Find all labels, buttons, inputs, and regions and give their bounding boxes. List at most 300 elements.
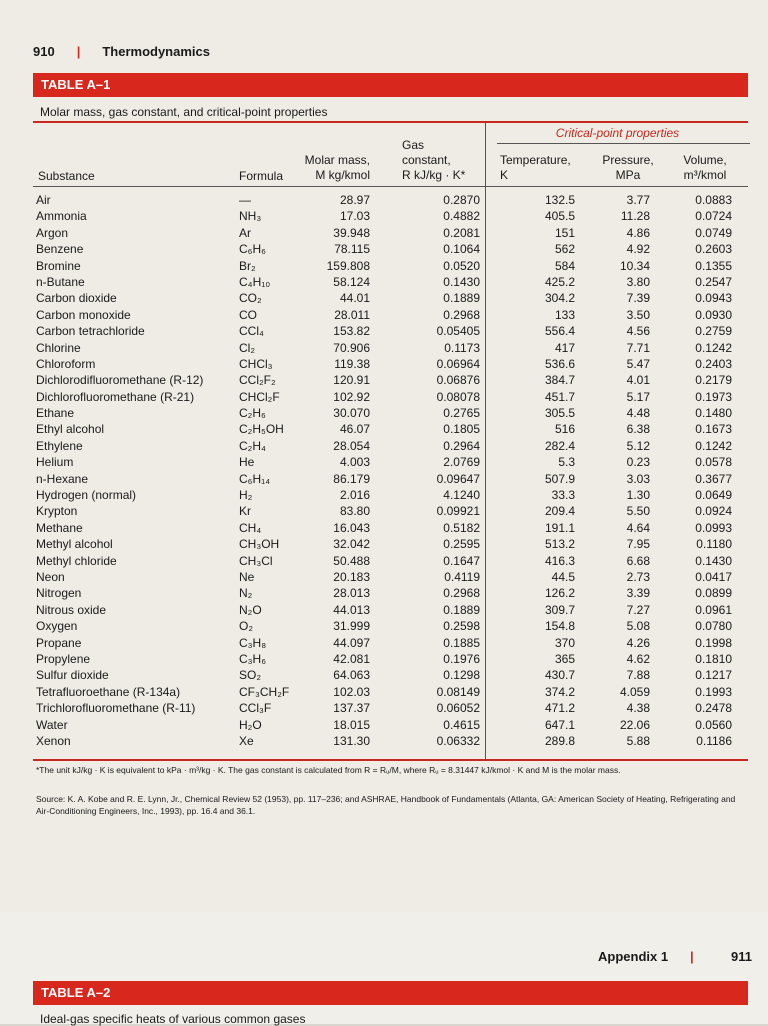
cell-gas-constant: 0.4615 — [443, 717, 480, 732]
cell-temperature: 384.7 — [544, 373, 575, 388]
cell-substance: Chlorine — [36, 340, 81, 355]
cell-volume: 0.1998 — [695, 635, 732, 650]
appendix-title: Appendix 1 — [598, 949, 669, 964]
table-row — [36, 192, 746, 208]
cell-pressure: 5.50 — [626, 504, 650, 519]
cell-formula: C₆H₆ — [239, 242, 267, 257]
cell-substance: Chloroform — [36, 356, 96, 371]
cell-temperature: 132.5 — [544, 193, 575, 207]
cell-molar-mass: 58.124 — [333, 274, 370, 289]
page-911 — [0, 912, 768, 1024]
cell-gas-constant: 0.06052 — [436, 701, 480, 716]
cell-volume: 0.1242 — [695, 438, 732, 453]
cell-molar-mass: 159.808 — [326, 258, 370, 273]
cell-substance: Ethylene — [36, 438, 83, 453]
cell-molar-mass: 70.906 — [333, 340, 370, 355]
cell-temperature: 374.2 — [544, 684, 575, 699]
cell-pressure: 3.50 — [626, 307, 650, 322]
cell-substance: Tetrafluoroethane (R-134a) — [36, 684, 181, 699]
cell-gas-constant: 0.2964 — [443, 438, 480, 453]
cell-molar-mass: 102.92 — [333, 389, 370, 404]
table-row — [36, 700, 746, 716]
cell-substance: Methyl alcohol — [36, 537, 113, 552]
cell-molar-mass: 30.070 — [333, 406, 370, 421]
cell-formula: C₄H₁₀ — [239, 274, 271, 289]
cell-gas-constant: 0.2598 — [443, 619, 480, 634]
cell-substance: Propylene — [36, 651, 91, 666]
cell-gas-constant: 0.1885 — [443, 635, 480, 650]
group-header-rule — [497, 143, 750, 144]
cell-substance: Bromine — [36, 258, 81, 273]
table-row — [36, 585, 746, 601]
cell-gas-constant: 0.06964 — [436, 356, 480, 371]
cell-molar-mass: 131.30 — [333, 733, 370, 748]
cell-formula: CO₂ — [239, 291, 262, 306]
cell-gas-constant: 0.08078 — [436, 389, 480, 404]
critical-point-group-header: Critical-point properties — [555, 126, 680, 140]
cell-pressure: 6.38 — [626, 422, 650, 437]
cell-substance: Methane — [36, 520, 83, 535]
cell-volume: 0.0943 — [695, 291, 732, 306]
cell-volume: 0.0930 — [695, 307, 732, 322]
cell-temperature: 584 — [554, 258, 575, 273]
cell-molar-mass: 83.80 — [339, 504, 370, 519]
cell-gas-constant: 0.08149 — [436, 684, 480, 699]
table-row — [36, 602, 746, 618]
cell-temperature: 304.2 — [544, 291, 575, 306]
cell-formula: Kr — [239, 504, 251, 519]
cell-gas-constant: 0.09647 — [436, 471, 480, 486]
cell-gas-constant: 0.1064 — [443, 242, 480, 257]
table-footnote: *The unit kJ/kg · K is equivalent to kPa · m³/kg · K. The gas constant is calculated from R = Rᵤ/M, where Rᵤ = 8.31447 kJ/kmol · K and M is the molar mass. — [36, 765, 621, 775]
cell-pressure: 7.39 — [626, 291, 650, 306]
cell-temperature: 133 — [554, 307, 575, 322]
cell-substance: Argon — [36, 225, 69, 240]
table-row — [36, 536, 746, 552]
cell-formula: CCl₂F₂ — [239, 373, 276, 388]
cell-substance: Sulfur dioxide — [36, 668, 109, 683]
cell-formula: He — [239, 455, 255, 470]
cell-molar-mass: 28.013 — [333, 586, 370, 601]
table-row — [36, 258, 746, 274]
cell-temperature: 44.5 — [551, 569, 575, 584]
cell-formula: CHCl₃ — [239, 356, 273, 371]
table-row — [36, 471, 746, 487]
cell-molar-mass: 42.081 — [333, 651, 370, 666]
cell-pressure: 4.38 — [626, 701, 650, 716]
cell-molar-mass: 64.063 — [333, 668, 370, 683]
cell-molar-mass: 28.054 — [333, 438, 370, 453]
cell-pressure: 7.71 — [626, 340, 650, 355]
table-row — [36, 487, 746, 503]
cell-pressure: 5.88 — [626, 733, 650, 748]
cell-gas-constant: 0.1430 — [443, 274, 480, 289]
cell-gas-constant: 0.1647 — [443, 553, 480, 568]
cell-gas-constant: 0.05405 — [436, 324, 480, 339]
cell-volume: 0.0899 — [695, 586, 732, 601]
table-a1-body — [36, 192, 746, 749]
cell-volume: 0.0961 — [695, 602, 732, 617]
table-row — [36, 241, 746, 257]
cell-volume: 0.1217 — [695, 668, 732, 683]
table-row — [36, 635, 746, 651]
cell-temperature: 405.5 — [544, 209, 575, 224]
cell-temperature: 516 — [554, 422, 575, 437]
cell-pressure: 4.059 — [619, 684, 650, 699]
cell-volume: 0.1242 — [695, 340, 732, 355]
cell-gas-constant: 0.2081 — [443, 225, 480, 240]
cell-substance: Ethyl alcohol — [36, 422, 105, 437]
cell-molar-mass: 119.38 — [334, 356, 370, 371]
table-row — [36, 733, 746, 749]
table-row — [36, 553, 746, 569]
cell-molar-mass: 31.999 — [333, 619, 370, 634]
cell-temperature: 425.2 — [544, 274, 575, 289]
cell-formula: CCl₃F — [239, 701, 272, 716]
cell-pressure: 3.77 — [626, 193, 650, 207]
cell-substance: Oxygen — [36, 619, 78, 634]
table-row — [36, 618, 746, 634]
table-row — [36, 421, 746, 437]
cell-gas-constant: 0.4119 — [444, 569, 480, 584]
cell-pressure: 4.92 — [626, 242, 650, 257]
cell-volume: 0.2759 — [695, 324, 732, 339]
cell-temperature: 513.2 — [544, 537, 575, 552]
cell-gas-constant: 0.2968 — [443, 307, 480, 322]
cell-gas-constant: 0.2968 — [443, 586, 480, 601]
cell-formula: Br₂ — [239, 258, 256, 273]
cell-volume: 0.0724 — [695, 209, 732, 224]
table-row — [36, 684, 746, 700]
cell-gas-constant: 0.06332 — [436, 733, 480, 748]
cell-pressure: 5.12 — [626, 438, 650, 453]
cell-volume: 0.2403 — [695, 356, 732, 371]
cell-pressure: 3.39 — [626, 586, 650, 601]
cell-volume: 0.1993 — [695, 684, 732, 699]
cell-molar-mass: 137.37 — [333, 701, 370, 716]
cell-temperature: 191.1 — [544, 520, 575, 535]
cell-substance: Air — [36, 193, 51, 207]
table-a1-caption: Molar mass, gas constant, and critical-point properties — [40, 105, 328, 119]
cell-temperature: 33.3 — [551, 488, 575, 503]
cell-pressure: 22.06 — [619, 717, 650, 732]
cell-substance: Dichlorofluoromethane (R-21) — [36, 389, 195, 404]
cell-substance: Hydrogen (normal) — [36, 488, 137, 503]
cell-volume: 0.1186 — [696, 733, 732, 748]
cell-molar-mass: 153.82 — [333, 324, 370, 339]
cell-temperature: 209.4 — [544, 504, 575, 519]
appendix-separator: | — [690, 949, 694, 964]
cell-temperature: 647.1 — [544, 717, 575, 732]
cell-volume: 0.3677 — [695, 471, 732, 486]
cell-molar-mass: 28.011 — [334, 307, 370, 322]
cell-formula: CF₃CH₂F — [239, 684, 290, 699]
cell-pressure: 4.64 — [626, 520, 650, 535]
cell-formula: C₃H₈ — [239, 635, 267, 650]
cell-molar-mass: 2.016 — [339, 488, 370, 503]
cell-formula: H₂O — [239, 717, 262, 732]
cell-gas-constant: 0.1298 — [443, 668, 480, 683]
cell-substance: Xenon — [36, 733, 71, 748]
cell-temperature: 471.2 — [544, 701, 575, 716]
cell-formula: H₂ — [239, 488, 253, 503]
cell-temperature: 126.2 — [544, 586, 575, 601]
cell-molar-mass: 120.91 — [333, 373, 370, 388]
cell-formula: O₂ — [239, 619, 253, 634]
cell-formula: SO₂ — [239, 668, 261, 683]
cell-temperature: 430.7 — [544, 668, 575, 683]
cell-pressure: 11.28 — [620, 209, 650, 224]
cell-formula: Xe — [239, 733, 254, 748]
cell-substance: Trichlorofluoromethane (R-11) — [36, 701, 196, 716]
cell-molar-mass: 4.003 — [339, 455, 370, 470]
cell-substance: Neon — [36, 569, 65, 584]
cell-formula: CHCl₂F — [239, 389, 280, 404]
cell-substance: Helium — [36, 455, 74, 470]
cell-volume: 0.1480 — [695, 406, 732, 421]
cell-volume: 0.2478 — [695, 701, 732, 716]
cell-volume: 0.0749 — [695, 225, 732, 240]
cell-gas-constant: 0.09921 — [436, 504, 480, 519]
cell-molar-mass: 44.013 — [333, 602, 370, 617]
header-substance: Substance — [38, 169, 95, 183]
cell-substance: Ammonia — [36, 209, 87, 224]
table-row — [36, 340, 746, 356]
cell-gas-constant: 0.1805 — [443, 422, 480, 437]
table-a2-caption: Ideal-gas specific heats of various common gases — [40, 1012, 306, 1026]
cell-substance: Carbon tetrachloride — [36, 324, 145, 339]
cell-volume: 0.2179 — [695, 373, 732, 388]
table-row — [36, 225, 746, 241]
cell-volume: 0.0560 — [695, 717, 732, 732]
table-row — [36, 438, 746, 454]
cell-pressure: 4.01 — [626, 373, 650, 388]
cell-pressure: 1.30 — [626, 488, 650, 503]
cell-volume: 0.1430 — [695, 553, 732, 568]
cell-gas-constant: 0.1976 — [443, 651, 480, 666]
cell-molar-mass: 44.097 — [333, 635, 370, 650]
table-row — [36, 667, 746, 683]
cell-formula: CH₄ — [239, 520, 262, 535]
cell-pressure: 4.86 — [626, 225, 650, 240]
cell-volume: 0.1673 — [695, 422, 732, 437]
cell-molar-mass: 20.183 — [333, 569, 370, 584]
appendix-page-number: 911 — [731, 949, 752, 964]
cell-formula: C₂H₆ — [239, 406, 266, 421]
cell-molar-mass: 102.03 — [333, 684, 370, 699]
table-row — [36, 717, 746, 733]
cell-formula: N₂O — [239, 602, 262, 617]
cell-gas-constant: 0.4882 — [443, 209, 480, 224]
table-bottom-rule — [33, 759, 748, 761]
cell-molar-mass: 16.043 — [333, 520, 370, 535]
cell-temperature: 305.5 — [544, 406, 575, 421]
cell-substance: Carbon dioxide — [36, 291, 117, 306]
cell-temperature: 556.4 — [544, 324, 575, 339]
running-header — [33, 44, 210, 59]
cell-pressure: 0.23 — [626, 455, 650, 470]
cell-temperature: 154.8 — [544, 619, 575, 634]
table-a1-label: TABLE A–1 — [41, 77, 111, 92]
cell-volume: 0.0924 — [695, 504, 732, 519]
cell-volume: 0.0993 — [695, 520, 732, 535]
cell-pressure: 4.56 — [626, 324, 650, 339]
cell-temperature: 151 — [554, 225, 575, 240]
cell-gas-constant: 0.1889 — [443, 291, 480, 306]
cell-pressure: 4.62 — [626, 651, 650, 666]
cell-molar-mass: 32.042 — [333, 537, 370, 552]
header-volume: Volume, m³/kmol — [683, 153, 727, 182]
header-formula: Formula — [239, 169, 284, 183]
header-gas-constant: Gas constant, R kJ/kg · K* — [402, 138, 466, 182]
cell-pressure: 7.95 — [626, 537, 650, 552]
cell-formula: C₃H₆ — [239, 651, 267, 666]
cell-temperature: 417 — [554, 340, 575, 355]
cell-gas-constant: 0.06876 — [436, 373, 480, 388]
cell-pressure: 10.34 — [619, 258, 650, 273]
cell-temperature: 5.3 — [558, 455, 575, 470]
header-bottom-rule — [33, 186, 748, 187]
table-a1-label-bar — [33, 73, 748, 97]
header-pressure: Pressure, MPa — [602, 153, 654, 182]
table-row — [36, 307, 746, 323]
cell-substance: Propane — [36, 635, 82, 650]
cell-temperature: 370 — [554, 635, 575, 650]
cell-substance: Krypton — [36, 504, 78, 519]
table-row — [36, 323, 746, 339]
caption-rule — [33, 121, 748, 123]
cell-volume: 0.0780 — [695, 619, 732, 634]
table-row — [36, 372, 746, 388]
table-row — [36, 208, 746, 224]
cell-pressure: 7.27 — [626, 602, 650, 617]
table-row — [36, 454, 746, 470]
cell-substance: Carbon monoxide — [36, 307, 131, 322]
cell-substance: n-Butane — [36, 274, 85, 289]
cell-volume: 0.1810 — [695, 651, 732, 666]
cell-substance: n-Hexane — [36, 471, 89, 486]
cell-molar-mass: 44.01 — [339, 291, 370, 306]
table-row — [36, 651, 746, 667]
table-row — [36, 290, 746, 306]
cell-volume: 0.2547 — [695, 274, 732, 289]
table-row — [36, 356, 746, 372]
cell-formula: CH₃Cl — [239, 553, 273, 568]
cell-gas-constant: 0.2765 — [443, 406, 480, 421]
cell-molar-mass: 86.179 — [333, 471, 370, 486]
cell-volume: 0.0883 — [695, 193, 732, 207]
cell-gas-constant: 0.1173 — [444, 340, 480, 355]
cell-formula: Ar — [239, 225, 251, 240]
cell-volume: 0.1355 — [695, 258, 732, 273]
header-molar-mass: Molar mass, M kg/kmol — [304, 153, 370, 182]
cell-volume: 0.0417 — [695, 569, 732, 584]
cell-volume: 0.1973 — [695, 389, 732, 404]
cell-molar-mass: 46.07 — [339, 422, 370, 437]
cell-temperature: 309.7 — [544, 602, 575, 617]
table-row — [36, 405, 746, 421]
page-number: 910 — [33, 44, 55, 59]
table-source: Source: K. A. Kobe and R. E. Lynn, Jr., Chemical Review 52 (1953), pp. 117–236; and ASHRAE, Handbook of Fundamentals (Atlanta, GA: American Society of Heating, Refrigerating and Air-Conditioning Engineers, Inc., 1993), pp. 16.4 and 36.1. — [36, 794, 736, 816]
cell-formula: CO — [239, 307, 257, 322]
cell-formula: CCl₄ — [239, 324, 264, 339]
table-a2-label: TABLE A–2 — [41, 985, 111, 1000]
cell-pressure: 3.80 — [626, 274, 650, 289]
cell-formula: C₂H₅OH — [239, 422, 284, 437]
cell-volume: 0.1180 — [696, 537, 732, 552]
cell-formula: Cl₂ — [239, 340, 255, 355]
cell-pressure: 4.48 — [626, 406, 650, 421]
cell-substance: Methyl chloride — [36, 553, 117, 568]
cell-pressure: 5.17 — [626, 389, 650, 404]
cell-gas-constant: 0.1889 — [443, 602, 480, 617]
cell-volume: 0.0649 — [695, 488, 732, 503]
cell-formula: CH₃OH — [239, 537, 280, 552]
cell-gas-constant: 0.5182 — [443, 520, 480, 535]
cell-molar-mass: 78.115 — [334, 242, 370, 257]
cell-gas-constant: 0.2595 — [443, 537, 480, 552]
cell-molar-mass: 50.488 — [333, 553, 370, 568]
cell-molar-mass: 17.03 — [339, 209, 370, 224]
cell-temperature: 451.7 — [544, 389, 575, 404]
cell-temperature: 562 — [554, 242, 575, 257]
cell-pressure: 2.73 — [626, 569, 650, 584]
cell-formula: NH₃ — [239, 209, 262, 224]
cell-molar-mass: 18.015 — [333, 717, 370, 732]
table-row — [36, 520, 746, 536]
cell-gas-constant: 2.0769 — [443, 455, 480, 470]
cell-substance: Nitrogen — [36, 586, 82, 601]
cell-formula: C₂H₄ — [239, 438, 266, 453]
cell-substance: Benzene — [36, 242, 84, 257]
cell-substance: Nitrous oxide — [36, 602, 107, 617]
header-separator: | — [76, 44, 81, 59]
cell-volume: 0.0578 — [695, 455, 732, 470]
cell-pressure: 4.26 — [626, 635, 650, 650]
cell-formula: — — [239, 193, 251, 207]
cell-temperature: 365 — [554, 651, 575, 666]
cell-pressure: 5.47 — [626, 356, 650, 371]
cell-formula: C₆H₁₄ — [239, 471, 271, 486]
cell-pressure: 5.08 — [626, 619, 650, 634]
cell-molar-mass: 28.97 — [339, 193, 370, 207]
header-temperature: Temperature, K — [500, 153, 571, 182]
table-row — [36, 389, 746, 405]
cell-volume: 0.2603 — [695, 242, 732, 257]
table-row — [36, 569, 746, 585]
cell-temperature: 416.3 — [544, 553, 575, 568]
cell-pressure: 6.68 — [626, 553, 650, 568]
cell-pressure: 3.03 — [626, 471, 650, 486]
cell-gas-constant: 0.2870 — [443, 193, 480, 207]
table-row — [36, 503, 746, 519]
cell-temperature: 282.4 — [544, 438, 575, 453]
cell-temperature: 289.8 — [544, 733, 575, 748]
section-title: Thermodynamics — [102, 44, 210, 59]
cell-molar-mass: 39.948 — [333, 225, 370, 240]
cell-gas-constant: 4.1240 — [443, 488, 480, 503]
table-a2-label-bar — [33, 981, 748, 1005]
cell-temperature: 507.9 — [544, 471, 575, 486]
cell-substance: Dichlorodifluoromethane (R-12) — [36, 373, 204, 388]
cell-substance: Water — [36, 717, 68, 732]
cell-formula: Ne — [239, 569, 255, 584]
cell-gas-constant: 0.0520 — [443, 258, 480, 273]
table-row — [36, 274, 746, 290]
cell-substance: Ethane — [36, 406, 75, 421]
cell-formula: N₂ — [239, 586, 253, 601]
cell-pressure: 7.88 — [626, 668, 650, 683]
